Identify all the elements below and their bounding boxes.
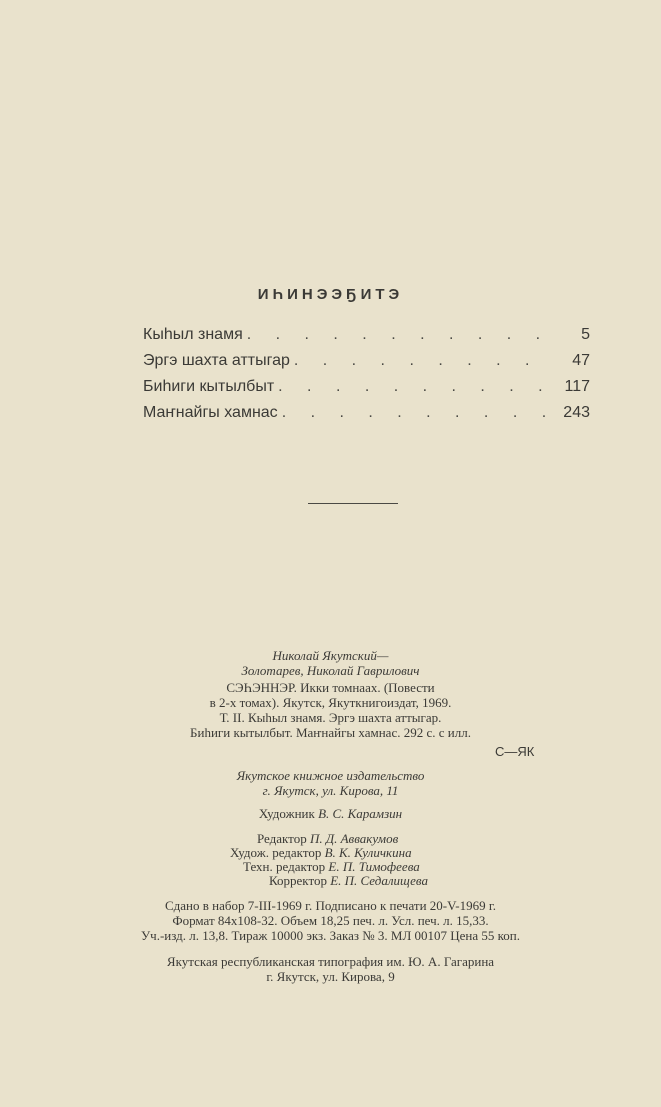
toc-leader-dots: . . . . . . . . . xyxy=(293,352,540,369)
publisher-line-1: Якутское книжное издательство xyxy=(236,768,425,783)
toc-entry-3 xyxy=(143,378,590,404)
toc-entry-title: Эргэ шахта аттыгар xyxy=(143,352,290,369)
tech-editor-line xyxy=(243,860,661,874)
corrector-line xyxy=(269,874,661,888)
biblio-line-2: в 2-х томах). Якутск, Якуткнигоиздат, 1969. xyxy=(209,695,452,710)
print-line-2: Формат 84x108-32. Объем 18,25 печ. л. Усл. печ. л. 15,33. xyxy=(172,913,489,928)
biblio-line-3: Т. II. Кыһыл знамя. Эргэ шахта аттыгар. xyxy=(219,710,442,725)
printer-line-2: г. Якутск, ул. Кирова, 9 xyxy=(266,969,395,984)
toc-entry-page: 243 xyxy=(563,404,590,421)
printer-block xyxy=(0,954,661,984)
editor-label: Редактор xyxy=(257,831,307,846)
art-editor-label: Худож. редактор xyxy=(230,845,322,860)
toc-leader-dots: . . . . . . . . . . xyxy=(278,378,553,395)
table-of-contents xyxy=(143,326,590,430)
toc-leader-dots: . . . . . . . . . . xyxy=(281,404,557,421)
author-line-1: Николай Якутский— xyxy=(272,648,389,663)
biblio-line-4: Биһиги кытылбыт. Маҥнайгы хамнас. 292 с. с илл. xyxy=(190,725,471,740)
publisher-line-2: г. Якутск, ул. Кирова, 11 xyxy=(262,783,399,798)
artist-name: В. С. Карамзин xyxy=(318,806,403,821)
toc-entry-1 xyxy=(143,326,590,352)
art-editor-line xyxy=(230,846,661,860)
toc-entry-page: 5 xyxy=(581,326,590,343)
toc-entry-page: 47 xyxy=(572,352,590,369)
biblio-line-1: СЭҺЭННЭР. Икки томнаах. (Повести xyxy=(226,680,435,695)
toc-entry-4 xyxy=(143,404,590,430)
classification-code: С—ЯК xyxy=(495,744,535,759)
printing-details xyxy=(0,898,661,943)
toc-entry-title: Маҥнайгы хамнас xyxy=(143,404,278,421)
corrector-label: Корректор xyxy=(269,873,327,888)
corrector-name: Е. П. Седалищева xyxy=(330,873,428,888)
editor-line xyxy=(257,832,661,846)
editorial-staff xyxy=(0,832,661,888)
toc-entry-page: 117 xyxy=(564,378,590,395)
art-editor-name: В. К. Куличкина xyxy=(324,845,412,860)
toc-leader-dots: . . . . . . . . . . . xyxy=(246,326,551,343)
toc-entry-title: Биһиги кытылбыт xyxy=(143,378,275,395)
print-line-3: Уч.-изд. л. 13,8. Тираж 10000 экз. Заказ № 3. МЛ 00107 Цена 55 коп. xyxy=(140,928,521,943)
editor-name: П. Д. Аввакумов xyxy=(309,831,399,846)
author-block xyxy=(0,648,661,678)
publisher-block xyxy=(0,768,661,798)
toc-entry-2 xyxy=(143,352,590,378)
tech-editor-label: Техн. редактор xyxy=(243,859,326,874)
toc-entry-title: Кыһыл знамя xyxy=(143,326,243,343)
divider-rule xyxy=(308,503,398,504)
bibliographic-description xyxy=(0,680,661,740)
tech-editor-name: Е. П. Тимофеева xyxy=(328,859,420,874)
author-line-2: Золотарев, Николай Гаврилович xyxy=(241,663,420,678)
artist-label: Художник xyxy=(258,806,315,821)
printer-line-1: Якутская республиканская типография им. Ю. А. Гагарина xyxy=(166,954,495,969)
artist-line xyxy=(0,806,661,821)
print-line-1: Сдано в набор 7-III-1969 г. Подписано к печати 20-V-1969 г. xyxy=(165,898,496,913)
toc-title: ИҺИНЭЭҔИТЭ xyxy=(257,286,404,303)
